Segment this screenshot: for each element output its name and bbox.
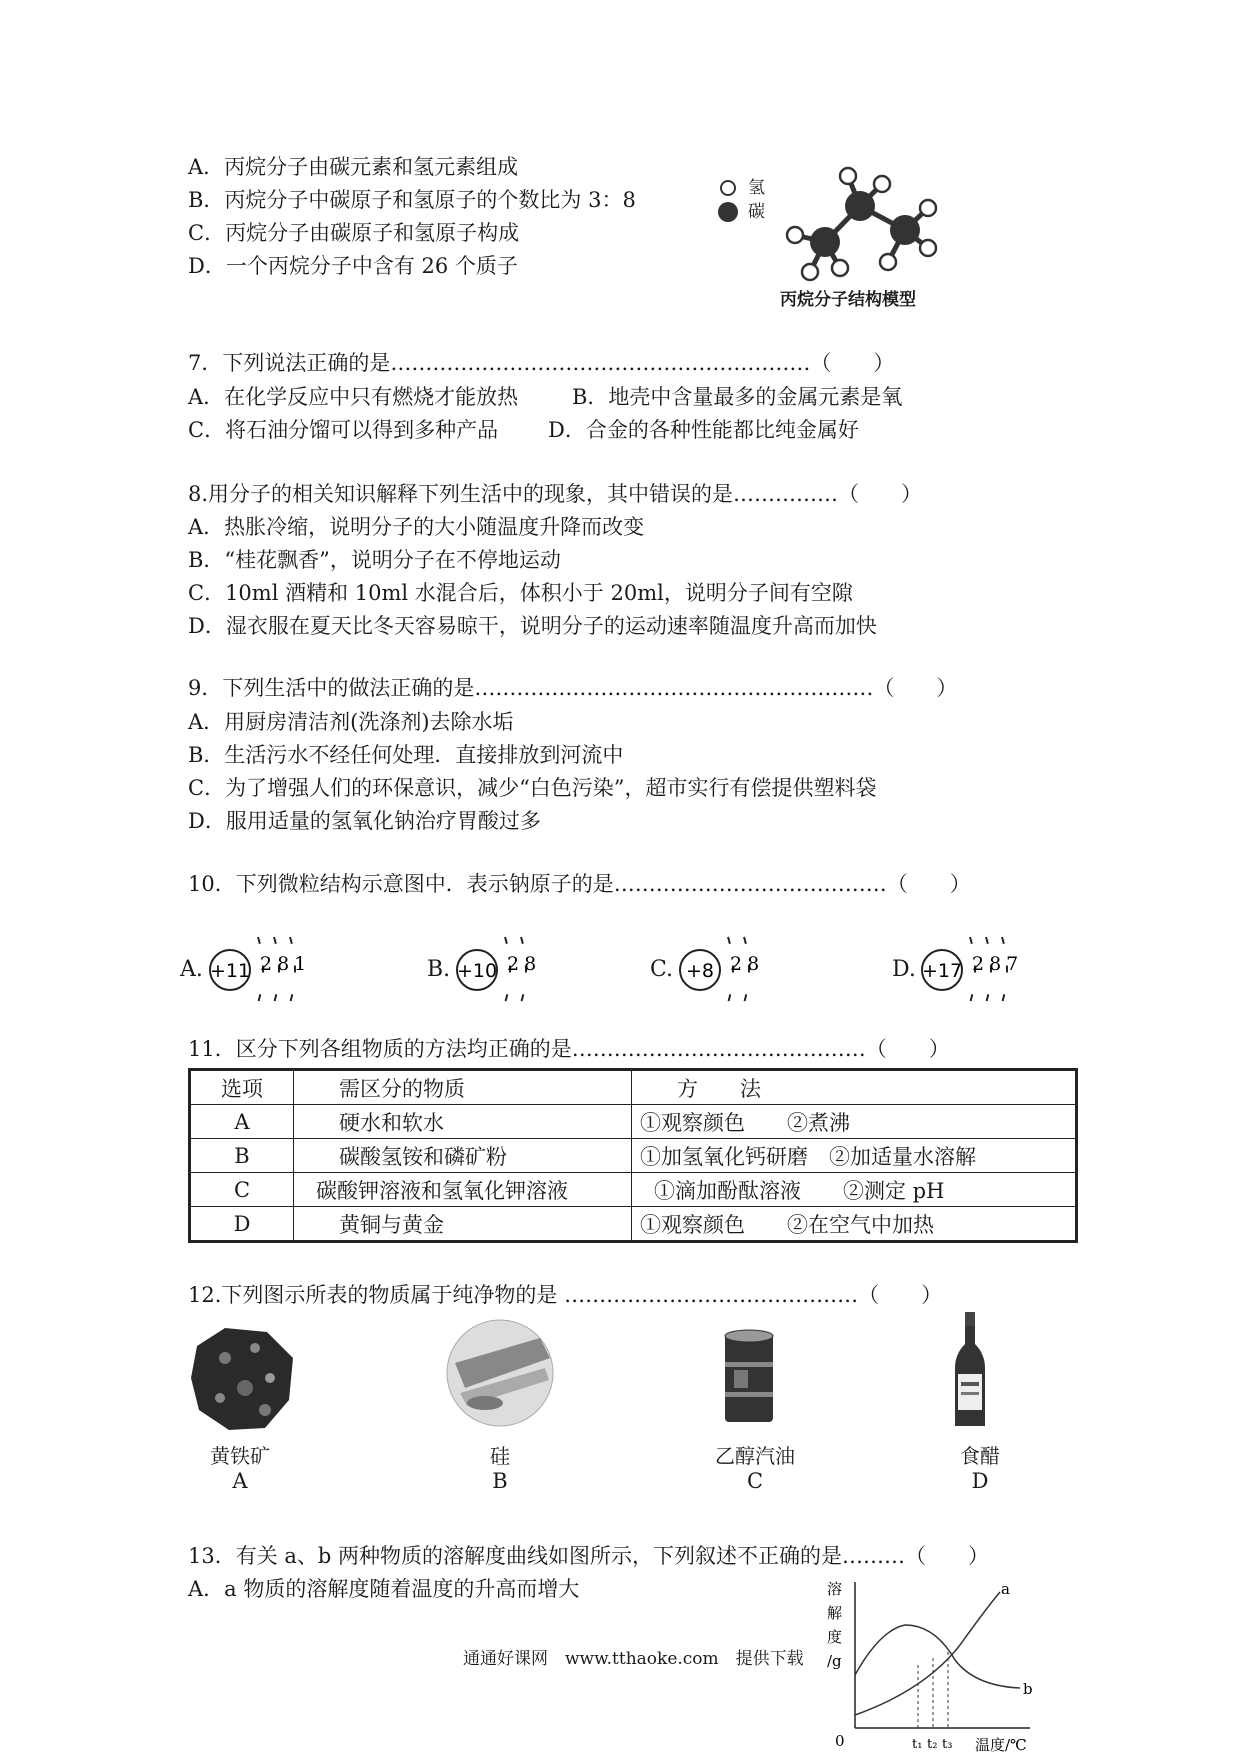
model-caption: 丙烷分子结构模型 xyxy=(780,290,916,310)
nucleus-charge: +17 xyxy=(921,960,963,982)
atom-structure-options xyxy=(180,925,1024,1005)
tick-t1: t₁ xyxy=(912,1737,923,1752)
item-letter: C xyxy=(746,1469,764,1493)
table-cell: D xyxy=(190,1207,294,1242)
carbon-legend-icon xyxy=(718,202,738,222)
item-letter: B xyxy=(492,1469,508,1493)
item-letter: A xyxy=(232,1469,248,1493)
table-row xyxy=(190,1207,1077,1242)
q12-item-a xyxy=(200,1440,280,1493)
atom-option-label: D. xyxy=(892,957,916,982)
q8-option-b: B．“桂花飘香”，说明分子在不停地运动 xyxy=(188,548,561,572)
nucleus-charge: +10 xyxy=(456,960,498,982)
table-header-cell: 选项 xyxy=(190,1070,294,1105)
table-cell: B xyxy=(190,1139,294,1173)
atom-option-b xyxy=(427,925,557,1005)
q11-method-table xyxy=(188,1068,1078,1243)
table-cell: ①滴加酚酞溶液 ②测定 pH xyxy=(632,1173,1077,1207)
table-cell: A xyxy=(190,1105,294,1139)
vinegar-bottle-image xyxy=(950,1310,990,1430)
q8-option-d: D．湿衣服在夏天比冬天容易晾干，说明分子的运动速率随温度升高而加快 xyxy=(188,614,877,638)
electron-shells: 28 xyxy=(730,953,765,975)
table-cell: ①观察颜色 ②在空气中加热 xyxy=(632,1207,1077,1242)
q8-option-a: A．热胀冷缩，说明分子的大小随温度升降而改变 xyxy=(188,515,645,539)
q8-stem: 8.用分子的相关知识解释下列生活中的现象，其中错误的是……………（ ） xyxy=(188,482,923,506)
q7-option-d: D．合金的各种性能都比纯金属好 xyxy=(548,418,859,442)
q8-option-c: C．10ml 酒精和 10ml 水混合后，体积小于 20ml，说明分子间有空隙 xyxy=(188,581,853,605)
q9-stem: 9．下列生活中的做法正确的是…………………………………………………（ ） xyxy=(188,676,958,700)
nucleus-charge: +8 xyxy=(685,960,715,982)
q12-item-d xyxy=(945,1440,1015,1493)
legend-hydrogen-label: 氢 xyxy=(748,178,765,198)
q7-stem: 7．下列说法正确的是……………………………………………………（ ） xyxy=(188,351,895,375)
legend-carbon-label: 碳 xyxy=(748,202,765,222)
table-cell: 碳酸钾溶液和氢氧化钾溶液 xyxy=(294,1173,632,1207)
table-cell: C xyxy=(190,1173,294,1207)
table-cell: 碳酸氢铵和磷矿粉 xyxy=(294,1139,632,1173)
table-header-row xyxy=(190,1070,1077,1105)
q6-option-b: B．丙烷分子中碳原子和氢原子的个数比为 3：8 xyxy=(188,188,636,212)
q13-stem: 13．有关 a、b 两种物质的溶解度曲线如图所示，下列叙述不正确的是………（ ） xyxy=(188,1544,990,1568)
atom-option-d xyxy=(892,925,1022,1005)
y-label-4: /g xyxy=(827,1652,842,1670)
q6-option-c: C．丙烷分子由碳原子和氢原子构成 xyxy=(188,221,520,245)
table-cell: 黄铜与黄金 xyxy=(294,1207,632,1242)
nucleus-charge: +11 xyxy=(209,960,251,982)
table-row xyxy=(190,1173,1077,1207)
electron-shells: 287 xyxy=(972,953,1024,975)
silicon-image xyxy=(445,1318,555,1428)
atom-option-label: C. xyxy=(650,957,674,982)
q9-option-a: A．用厨房清洁剂(洗涤剂)去除水垢 xyxy=(188,710,514,734)
q7-option-c: C．将石油分馏可以得到多种产品 xyxy=(188,418,499,442)
q6-option-a: A．丙烷分子由碳元素和氢元素组成 xyxy=(188,155,519,179)
table-header-cell: 方 法 xyxy=(632,1070,1077,1105)
q7-option-b: B．地壳中含量最多的金属元素是氧 xyxy=(572,385,903,409)
y-label-1: 溶 xyxy=(827,1580,843,1598)
atom-option-c xyxy=(650,925,780,1005)
solubility-graph xyxy=(825,1580,1065,1754)
atom-option-label: B. xyxy=(427,957,451,982)
curve-a xyxy=(855,1592,1000,1715)
tick-t2: t₂ xyxy=(927,1737,938,1752)
table-row xyxy=(190,1139,1077,1173)
page-footer: 通通好课网 www.tthaoke.com 提供下载 xyxy=(463,1649,804,1669)
table-header-cell: 需区分的物质 xyxy=(294,1070,632,1105)
electron-shells: 28 xyxy=(507,953,542,975)
q12-stem: 12.下列图示所表的物质属于纯净物的是 ……………………………………（ ） xyxy=(188,1283,943,1307)
origin-label: 0 xyxy=(835,1732,845,1750)
table-cell: 硬水和软水 xyxy=(294,1105,632,1139)
q11-stem: 11．区分下列各组物质的方法均正确的是……………………………………（ ） xyxy=(188,1037,950,1061)
q9-option-c: C．为了增强人们的环保意识，减少“白色污染”，超市实行有偿提供塑料袋 xyxy=(188,776,877,800)
item-name: 黄铁矿 xyxy=(210,1444,270,1468)
q9-option-d: D．服用适量的氢氧化钠治疗胃酸过多 xyxy=(188,809,541,833)
item-letter: D xyxy=(971,1469,989,1493)
propane-model-figure xyxy=(710,150,980,310)
x-axis-label: 温度/℃ xyxy=(975,1736,1027,1754)
table-cell: ①加氢氧化钙研磨 ②加适量水溶解 xyxy=(632,1139,1077,1173)
q12-item-c xyxy=(700,1440,810,1493)
curve-a-label: a xyxy=(1001,1580,1010,1598)
q13-option-a: A．a 物质的溶解度随着温度的升高而增大 xyxy=(188,1577,580,1601)
curve-b-label: b xyxy=(1023,1680,1033,1698)
item-name: 乙醇汽油 xyxy=(715,1444,795,1468)
q9-option-b: B．生活污水不经任何处理．直接排放到河流中 xyxy=(188,743,624,767)
hydrogen-legend-icon xyxy=(721,181,735,195)
electron-shells: 281 xyxy=(260,953,312,975)
curve-b xyxy=(855,1625,1020,1688)
tick-t3: t₃ xyxy=(942,1737,953,1752)
q12-item-b xyxy=(460,1440,540,1493)
item-name: 硅 xyxy=(490,1444,510,1468)
q6-option-d: D．一个丙烷分子中含有 26 个质子 xyxy=(188,254,518,278)
table-row xyxy=(190,1105,1077,1139)
table-cell: ①观察颜色 ②煮沸 xyxy=(632,1105,1077,1139)
y-label-2: 解 xyxy=(827,1604,843,1622)
pyrite-image xyxy=(185,1318,305,1438)
atom-option-label: A. xyxy=(180,957,203,982)
q10-stem: 10．下列微粒结构示意图中．表示钠原子的是…………………………………（ ） xyxy=(188,872,971,896)
ethanol-gasoline-drum-image xyxy=(720,1326,780,1426)
atom-option-a xyxy=(180,925,310,1005)
item-name: 食醋 xyxy=(960,1444,1000,1468)
q7-option-a: A．在化学反应中只有燃烧才能放热 xyxy=(188,385,519,409)
y-label-3: 度 xyxy=(827,1628,843,1646)
